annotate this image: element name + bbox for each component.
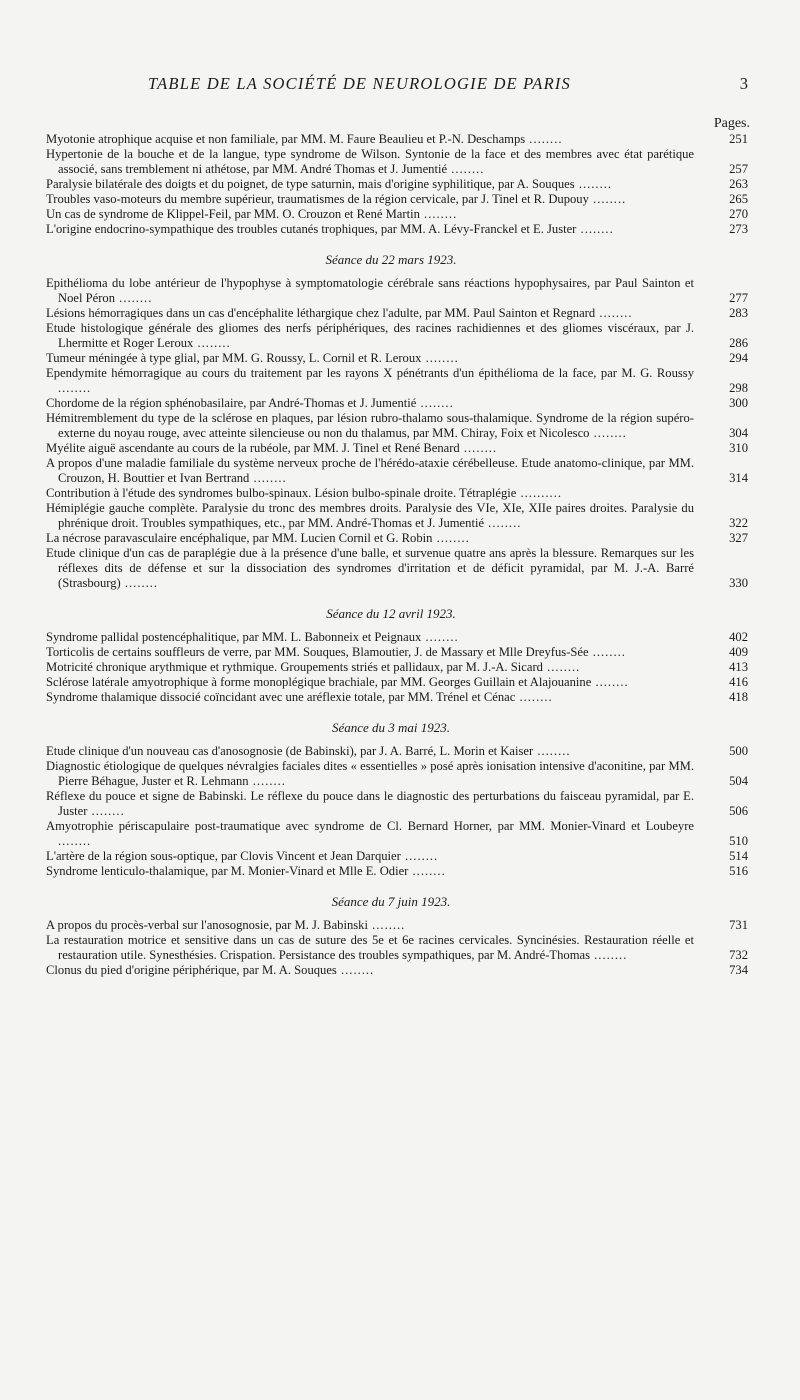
leader-dots: ........ xyxy=(515,690,553,704)
entry-page-number: 300 xyxy=(729,396,748,410)
toc-entry xyxy=(46,441,756,456)
toc-entry xyxy=(46,321,756,351)
entry-title: Sclérose latérale amyotrophique à forme monoplégique brachiale, par MM. Georges Guillain et Alajouanine xyxy=(46,675,592,689)
entry-title: Diagnostic étiologique de quelques névralgies faciales dites « essentielles » posé après ionisation intensive d'aconitine, par MM. Pierre Béhague, Juster et R. Lehmann xyxy=(46,759,694,788)
entry-title: La nécrose paravasculaire encéphalique, par MM. Lucien Cornil et G. Robin xyxy=(46,531,433,545)
leader-dots: ........ xyxy=(484,516,522,530)
leader-dots: ........ xyxy=(115,291,153,305)
entry-title: Etude clinique d'un cas de paraplégie due à la présence d'une balle, et survenue quatre ans après la blessure. Remarques sur les réflexes dits de défense et sur la dissociation des syndromes d'irritation et de déficit pyramidal, par M. J.-A. Barré (Strasbourg) xyxy=(46,546,694,590)
entry-page-number: 418 xyxy=(729,690,748,704)
leader-dots: ........ xyxy=(576,222,614,236)
toc-entry xyxy=(46,933,756,963)
leader-dots: ........ xyxy=(588,192,627,206)
leader-dots: ........ xyxy=(87,804,125,818)
entry-page-number: 506 xyxy=(729,804,748,818)
entry-title: Un cas de syndrome de Klippel-Feil, par MM. O. Crouzon et René Martin xyxy=(46,207,420,221)
entry-page-number: 510 xyxy=(729,834,748,848)
leader-dots: ........ xyxy=(432,531,470,545)
entry-title: Hémitremblement du type de la sclérose en plaques, par lésion rubro-thalamo sous-thalamique. Syndrome de la région supéro-externe du noyau rouge, avec atteinte silencieuse ou non du thalamus, par MM. Chiray, Foix et Nicolesco xyxy=(46,411,694,440)
toc-entry xyxy=(46,222,756,237)
entry-title: Hypertonie de la bouche et de la langue, type syndrome de Wilson. Syntonie de la face et des membres avec état parétique associé, sans tremblement ni athétose, par MM. André Thomas et J. Jumentié xyxy=(46,147,694,176)
toc-entry xyxy=(46,819,756,849)
leader-dots: ........ xyxy=(574,177,613,191)
entry-title: Tumeur méningée à type glial, par MM. G. Roussy, L. Cornil et R. Leroux xyxy=(46,351,422,365)
entry-page-number: 500 xyxy=(729,744,748,758)
leader-dots: ........ xyxy=(249,471,287,485)
toc-entry xyxy=(46,501,756,531)
entry-title: A propos d'une maladie familiale du système nerveux proche de l'hérédo-ataxie cérébelleuse. Etude anatomo-clinique, par MM. Crouzon, H. Bouttier et Ivan Bertrand xyxy=(46,456,694,485)
leader-dots: ........ xyxy=(590,948,628,962)
entry-title: Epithélioma du lobe antérieur de l'hypophyse à symptomatologie cérébrale sans réactions hypophysaires, par Paul Sainton et Noel Péron xyxy=(46,276,694,305)
session-heading: Séance du 22 mars 1923. xyxy=(325,252,457,267)
toc-entry xyxy=(46,660,756,675)
session-heading: Séance du 7 juin 1923. xyxy=(331,894,451,909)
entry-page-number: 330 xyxy=(729,576,748,590)
session-heading: Séance du 12 avril 1923. xyxy=(326,606,456,621)
entry-title: Myélite aiguë ascendante au cours de la rubéole, par MM. J. Tinel et René Benard xyxy=(46,441,460,455)
entry-page-number: 257 xyxy=(729,162,748,176)
entry-page-number: 273 xyxy=(729,222,748,236)
session-heading: Séance du 3 mai 1923. xyxy=(331,720,451,735)
entry-title: L'origine endocrino-sympathique des troubles cutanés trophiques, par MM. A. Lévy-Franckel et E. Juster xyxy=(46,222,577,236)
leader-dots: ........ xyxy=(533,744,571,758)
toc-entry xyxy=(46,207,756,222)
leader-dots: ........ xyxy=(588,645,626,659)
table-of-contents xyxy=(46,132,756,978)
entry-title: Troubles vaso-moteurs du membre supérieur, traumatismes de la région cervicale, par J. Tinel et R. Dupouy xyxy=(46,192,589,206)
toc-entry xyxy=(46,147,756,177)
entry-title: Chordome de la région sphénobasilaire, par André-Thomas et J. Jumentié xyxy=(46,396,417,410)
toc-entry xyxy=(46,351,756,366)
entry-title: Syndrome lenticulo-thalamique, par M. Monier-Vinard et Mlle E. Odier xyxy=(46,864,409,878)
leader-dots: ........ xyxy=(58,381,92,395)
toc-entry xyxy=(46,546,756,591)
toc-entry xyxy=(46,918,756,933)
leader-dots: ........ xyxy=(408,864,446,878)
leader-dots: ........ xyxy=(421,351,459,365)
running-header xyxy=(0,74,800,98)
leader-dots: ........ xyxy=(416,396,454,410)
entry-page-number: 322 xyxy=(729,516,748,530)
leader-dots: ........ xyxy=(193,336,231,350)
entry-title: Torticolis de certains souffleurs de verre, par MM. Souques, Blamoutier, J. de Massary et Mlle Dreyfus-Sée xyxy=(46,645,589,659)
entry-page-number: 310 xyxy=(729,441,748,455)
entry-page-number: 516 xyxy=(729,864,748,878)
toc-entry xyxy=(46,744,756,759)
leader-dots: ........ xyxy=(459,441,498,455)
entry-page-number: 413 xyxy=(729,660,748,674)
leader-dots: ........ xyxy=(419,207,458,221)
leader-dots: .......... xyxy=(516,486,562,500)
toc-entry xyxy=(46,645,756,660)
entry-page-number: 409 xyxy=(729,645,748,659)
entry-page-number: 251 xyxy=(729,132,748,146)
entry-page-number: 734 xyxy=(729,963,748,977)
leader-dots: ........ xyxy=(336,963,375,977)
entry-page-number: 327 xyxy=(729,531,748,545)
toc-entry xyxy=(46,531,756,546)
toc-entry xyxy=(46,675,756,690)
entry-page-number: 304 xyxy=(729,426,748,440)
entry-title: Syndrome thalamique dissocié coïncidant avec une aréflexie totale, par MM. Trénel et Cénac xyxy=(46,690,516,704)
entry-page-number: 286 xyxy=(729,336,748,350)
leader-dots: ........ xyxy=(591,675,629,689)
toc-entry xyxy=(46,306,756,321)
leader-dots: ........ xyxy=(589,426,627,440)
leader-dots: ........ xyxy=(58,834,92,848)
entry-page-number: 514 xyxy=(729,849,748,863)
entry-title: Myotonie atrophique acquise et non familiale, par MM. M. Faure Beaulieu et P.-N. Deschamps xyxy=(46,132,526,146)
entry-title: Clonus du pied d'origine périphérique, par M. A. Souques xyxy=(46,963,337,977)
toc-entry xyxy=(46,411,756,441)
pages-column-label: Pages. xyxy=(713,116,750,131)
toc-entry xyxy=(46,276,756,306)
entry-title: Etude histologique générale des gliomes des nerfs périphériques, des racines rachidiennes et des gliomes viscéraux, par J. Lhermitte et Roger Leroux xyxy=(46,321,694,350)
leader-dots: ........ xyxy=(525,132,563,146)
leader-dots: ........ xyxy=(248,774,286,788)
entry-title: L'artère de la région sous-optique, par Clovis Vincent et Jean Darquier xyxy=(46,849,401,863)
toc-entry xyxy=(46,864,756,879)
toc-entry xyxy=(46,849,756,864)
entry-page-number: 298 xyxy=(729,381,748,395)
toc-entry xyxy=(46,132,756,147)
entry-title: A propos du procès-verbal sur l'anosognosie, par M. J. Babinski xyxy=(46,918,368,932)
toc-entry xyxy=(46,396,756,411)
entry-page-number: 416 xyxy=(729,675,748,689)
leader-dots: ........ xyxy=(542,660,581,674)
entry-page-number: 402 xyxy=(729,630,748,644)
entry-title: Réflexe du pouce et signe de Babinski. Le réflexe du pouce dans le diagnostic des perturbations du faisceau pyramidal, par E. Juster xyxy=(46,789,694,818)
toc-entry xyxy=(46,789,756,819)
entry-title: Ependymite hémorragique au cours du traitement par les rayons X pénétrants d'un épithélioma de la face, par M. G. Roussy xyxy=(46,366,694,380)
entry-title: Paralysie bilatérale des doigts et du poignet, de type saturnin, mais d'origine syphilitique, par A. Souques xyxy=(46,177,575,191)
toc-entry xyxy=(46,630,756,645)
entry-page-number: 265 xyxy=(729,192,748,206)
entry-title: Contribution à l'étude des syndromes bulbo-spinaux. Lésion bulbo-spinale droite. Tétraplégie xyxy=(46,486,517,500)
toc-entry xyxy=(46,963,756,978)
leader-dots: ........ xyxy=(595,306,633,320)
entry-page-number: 294 xyxy=(729,351,748,365)
entry-title: Syndrome pallidal postencéphalitique, par MM. L. Babonneix et Peignaux xyxy=(46,630,422,644)
entry-page-number: 314 xyxy=(729,471,748,485)
leader-dots: ........ xyxy=(367,918,406,932)
toc-entry xyxy=(46,759,756,789)
entry-page-number: 283 xyxy=(729,306,748,320)
entry-title: Hémiplégie gauche complète. Paralysie du tronc des membres droits. Paralysie des VIe, XIe, XIIe paires droites. Paralysie du phrénique droit. Troubles sympathiques, etc., par MM. André-Thomas et J. Jumentié xyxy=(46,501,694,530)
toc-entry xyxy=(46,177,756,192)
entry-title: La restauration motrice et sensitive dans un cas de suture des 5e et 6e racines cervicales. Syncinésies. Restauration réelle et restauration utile. Synesthésies. Crispation. Persistance des troubles sympathiques, par M. André-Thomas xyxy=(46,933,694,962)
toc-entry xyxy=(46,366,756,396)
toc-entry xyxy=(46,486,756,501)
toc-entry xyxy=(46,456,756,486)
entry-page-number: 732 xyxy=(729,948,748,962)
leader-dots: ........ xyxy=(400,849,439,863)
entry-title: Amyotrophie périscapulaire post-traumatique avec syndrome de Cl. Bernard Horner, par MM. Monier-Vinard et Loubeyre xyxy=(46,819,694,833)
entry-title: Etude clinique d'un nouveau cas d'anosognosie (de Babinski), par J. A. Barré, L. Morin et Kaiser xyxy=(46,744,534,758)
toc-entry xyxy=(46,690,756,705)
entry-page-number: 263 xyxy=(729,177,748,191)
page-number: 3 xyxy=(739,74,748,93)
entry-page-number: 504 xyxy=(729,774,748,788)
toc-entry xyxy=(46,192,756,207)
entry-title: Motricité chronique arythmique et rythmique. Groupements striés et pallidaux, par M. J.-A. Sicard xyxy=(46,660,543,674)
entry-page-number: 731 xyxy=(729,918,748,932)
leader-dots: ........ xyxy=(447,162,485,176)
entry-title: Lésions hémorragiques dans un cas d'encéphalite léthargique chez l'adulte, par MM. Paul Sainton et Regnard xyxy=(46,306,596,320)
leader-dots: ........ xyxy=(421,630,459,644)
entry-page-number: 270 xyxy=(729,207,748,221)
leader-dots: ........ xyxy=(120,576,159,590)
running-title: TABLE DE LA SOCIÉTÉ DE NEUROLOGIE DE PARIS xyxy=(148,74,572,93)
entry-page-number: 277 xyxy=(729,291,748,305)
